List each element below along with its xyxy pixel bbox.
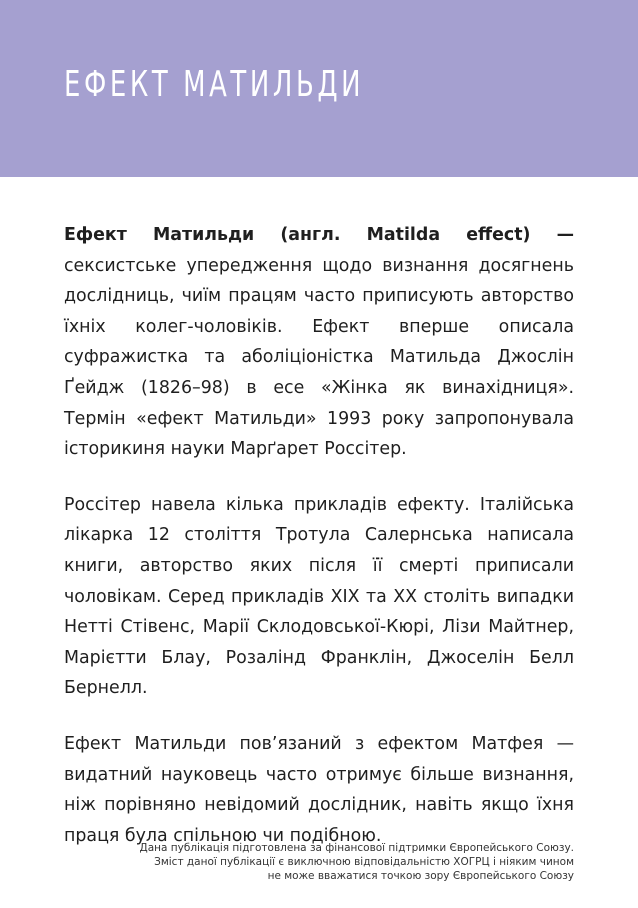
paragraph-definition xyxy=(64,220,574,465)
disclaimer-line-1: Дана публікація підготовлена за фінансової підтримки Європейського Союзу. xyxy=(139,842,574,854)
definition-text: сексистське упередження щодо визнання досягнень дослідниць, чиїм працям часто приписують авторство їхніх колег-чоловіків. Ефект вперше описала суфражистка та аболіціоністка Матильда Джослін Ґейдж (1826–98) в есе «Жінка як винахідниця». Термін «ефект Матильди» 1993 року запропонувала історикиня науки Марґарет Россітер. xyxy=(64,255,574,460)
paragraph-matthew-effect: Ефект Матильди пов’язаний з ефектом Матфея — видатний науковець часто отримує більше визнання, ніж порівняно невідомий дослідник, навіть якщо їхня праця була спільною чи подібною. xyxy=(64,733,574,846)
page-title: ЕФЕКТ МАТИЛЬДИ xyxy=(64,64,365,105)
article-body xyxy=(64,220,574,876)
disclaimer-line-3: не може вважатися точкою зору Європейського Союзу xyxy=(267,870,574,882)
term-lead: Ефект Матильди (англ. Matilda effect) — xyxy=(64,225,574,245)
paragraph-examples: Россітер навела кілька прикладів ефекту. Італійська лікарка 12 століття Тротула Салернська написала книги, авторство яких після її смерті приписали чоловікам. Серед прикладів XIX та XX століть випадки Нетті Стівенс, Марії Склодовської-Кюрі, Лізи Майтнер, Марієтти Блау, Розалінд Франклін, Джоселін Белл Бернелл. xyxy=(64,494,574,699)
header-band xyxy=(0,0,638,177)
eu-disclaimer xyxy=(94,841,574,883)
disclaimer-line-2: Зміст даної публікації є виключною відповідальністю ХОГРЦ і ніяким чином xyxy=(154,856,574,868)
